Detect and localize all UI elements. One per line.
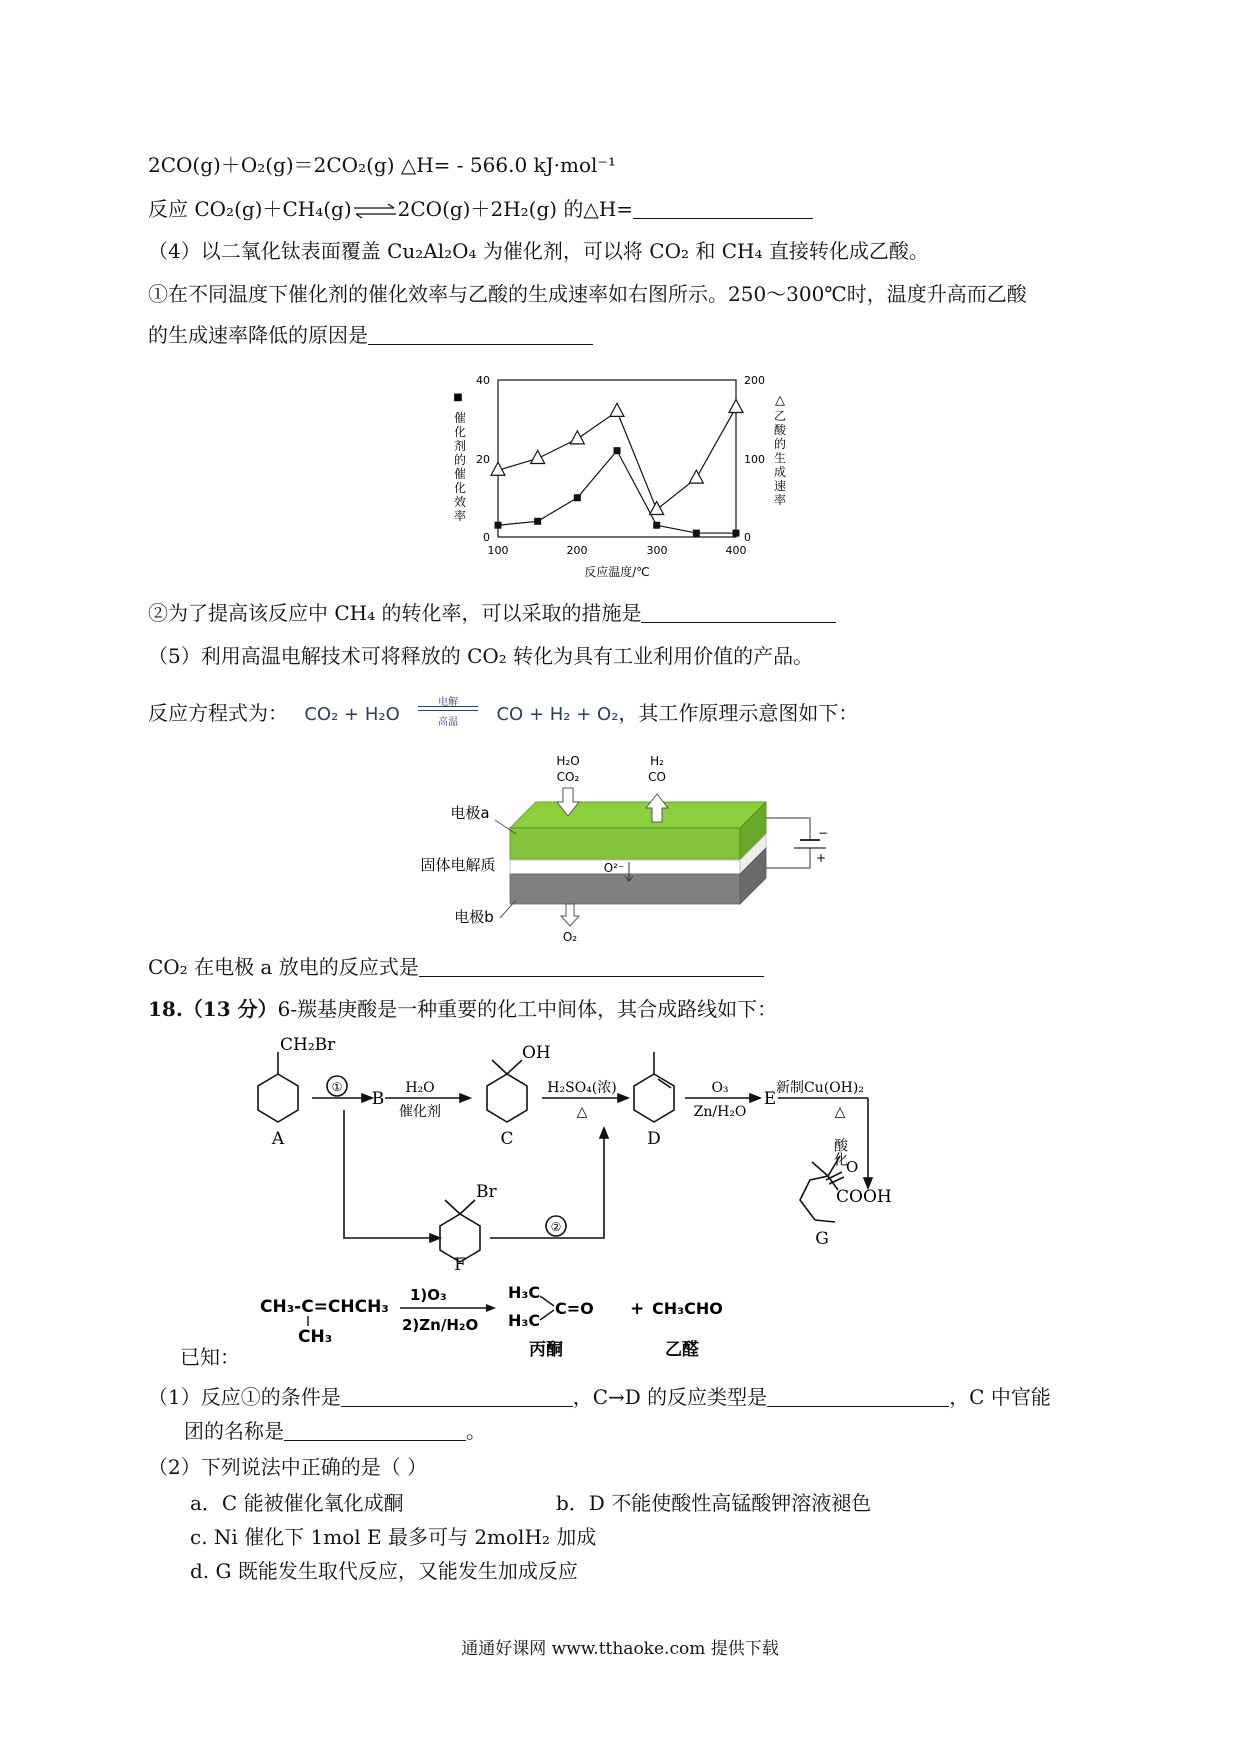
- q18-p1d: 团的名称是: [184, 1419, 284, 1443]
- arrow-b-f: [344, 1110, 430, 1238]
- part4-intro: （4）以二氧化钛表面覆盖 Cu₂Al₂O₄ 为催化剂，可以将 CO₂ 和 CH₄ 直接转化成乙酸。: [148, 239, 929, 263]
- q18-title: [148, 996, 777, 1022]
- answer-blank-step1-condition[interactable]: [341, 1386, 573, 1407]
- known-reactant: CH₃-C=CHCH₃: [260, 1297, 389, 1317]
- ion-o2-minus: O²⁻: [603, 861, 625, 875]
- efficiency-point: [653, 522, 660, 529]
- label-a: A: [271, 1129, 285, 1149]
- arrow-cond-bottom: 高温: [438, 717, 459, 728]
- y-right-axis-label: [774, 409, 787, 507]
- q18-p1e: 。: [466, 1419, 486, 1443]
- q18-part1-line2: [184, 1418, 486, 1444]
- cd-cond-top: H₂SO₄(浓): [547, 1080, 617, 1096]
- known-bond-bottom: [540, 1310, 554, 1320]
- rate-point: [650, 502, 664, 515]
- rate-point: [729, 399, 743, 412]
- efficiency-point: [495, 522, 502, 529]
- label-e: E: [763, 1089, 777, 1109]
- efficiency-point: [733, 530, 740, 537]
- q18-part1-line1: [148, 1384, 1051, 1410]
- electrode-a-front-face: [510, 828, 740, 860]
- bond-c-oh: [507, 1060, 522, 1074]
- bond-f-br: [460, 1200, 475, 1214]
- y-left-tick-40: 40: [476, 374, 490, 387]
- bond-c-methyl: [492, 1060, 507, 1074]
- known-branch: CH₃: [298, 1327, 333, 1347]
- electrode-b-front-face: [510, 874, 740, 904]
- part5-q-text: CO₂ 在电极 a 放电的反应式是: [148, 955, 419, 979]
- inlet-co2: CO₂: [556, 770, 580, 784]
- outlet-h2: H₂: [650, 754, 664, 768]
- wire-negative: [766, 818, 810, 840]
- answer-blank-ch4-measure[interactable]: [641, 602, 836, 623]
- known-cond1: 1)O₃: [410, 1286, 447, 1304]
- chain-g-end: [815, 1220, 835, 1222]
- q18-p1a: （1）反应①的条件是: [148, 1385, 341, 1409]
- de-cond-top: O₃: [711, 1080, 729, 1096]
- rate-point: [531, 451, 545, 464]
- label-electrolyte: 固体电解质: [420, 856, 496, 874]
- c-oh: OH: [522, 1043, 551, 1063]
- axis-label-char: 乙: [773, 409, 787, 423]
- page-footer: 通通好课网 www.tthaoke.com 提供下载: [461, 1639, 779, 1659]
- synthesis-scheme: [220, 1030, 1020, 1270]
- part4-q1-text: 的生成速率降低的原因是: [148, 323, 368, 347]
- right-marker-glyph: △: [775, 393, 785, 408]
- q18-part2-stem: （2）下列说法中正确的是（ ）: [148, 1455, 428, 1479]
- answer-blank-rate-reason[interactable]: [368, 324, 593, 345]
- known-label: 已知：: [180, 1345, 240, 1369]
- y-left-legend-marker: [453, 392, 462, 403]
- name-acetaldehyde: 乙醛: [665, 1340, 699, 1360]
- x-tick-100: 100: [487, 544, 509, 557]
- known-cond2: 2)Zn/H₂O: [402, 1316, 479, 1334]
- product-o2: O₂: [562, 930, 578, 944]
- axis-label-char: 化: [453, 425, 467, 439]
- arrow-b-c-head: [460, 1094, 470, 1102]
- arrow-a-b-head: [362, 1094, 372, 1102]
- a-ch2br: CH₂Br: [280, 1035, 336, 1055]
- equation-co-o2: 2CO(g)＋O₂(g)＝2CO₂(g) △H= - 566.0 kJ·mol⁻¹: [148, 153, 616, 177]
- x-tick-400: 400: [725, 544, 747, 557]
- known-bond-top: [540, 1296, 554, 1306]
- terminal-plus: +: [816, 851, 827, 865]
- efficiency-point: [574, 494, 581, 501]
- y-right-tick-0: 0: [744, 531, 751, 544]
- known-carbonyl: C=O: [555, 1299, 594, 1318]
- y-left-tick-0: 0: [483, 531, 490, 544]
- y-left-tick-20: 20: [476, 453, 490, 466]
- axis-label-char: 率: [453, 509, 467, 523]
- x-axis-label: 反应温度/℃: [584, 565, 650, 579]
- y-left-axis-label: [454, 410, 466, 523]
- option-a[interactable]: a．C 能被催化氧化成酮: [190, 1491, 404, 1515]
- axis-label-char: 率: [773, 493, 787, 507]
- rate-point: [689, 470, 703, 483]
- arrow-c-d-head: [618, 1094, 628, 1102]
- terminal-minus: −: [818, 826, 829, 840]
- part5-eq-rhs: CO + H₂ + O₂: [496, 704, 619, 725]
- reaction-enthalpy-question: [148, 196, 813, 222]
- f-br: Br: [476, 1182, 497, 1202]
- x-tick-300: 300: [646, 544, 668, 557]
- label-f: F: [454, 1255, 466, 1270]
- y-right-legend-marker: [775, 393, 785, 408]
- bond-f-methyl: [445, 1200, 460, 1214]
- cd-cond-bottom: △: [576, 1104, 588, 1120]
- axis-label-char: 生: [773, 451, 787, 465]
- efficiency-point: [614, 447, 621, 454]
- leader-electrode-b: [500, 900, 516, 918]
- answer-blank-functional-group[interactable]: [284, 1420, 466, 1441]
- axis-label-char: 酸: [773, 423, 787, 437]
- arrow-d-e-head: [750, 1094, 760, 1102]
- known-h3c-top: H₃C: [508, 1283, 541, 1302]
- wire-positive: [766, 848, 810, 868]
- efficiency-point: [693, 530, 700, 537]
- label-g: G: [815, 1229, 829, 1249]
- electrolysis-diagram: [400, 738, 860, 948]
- inlet-h2o: H₂O: [556, 754, 580, 768]
- part5-eq-lhs: CO₂ + H₂O: [304, 704, 400, 725]
- known-reaction: [250, 1280, 850, 1370]
- eg-cond-top: 新制Cu(OH)₂: [776, 1080, 864, 1096]
- label-c: C: [500, 1129, 514, 1149]
- known-arrow-head: [486, 1304, 496, 1312]
- electrolyte-layer: [510, 860, 740, 874]
- known-plus: +: [630, 1299, 645, 1319]
- name-acetone: 丙酮: [529, 1340, 563, 1360]
- part5-equation-line: [148, 696, 858, 728]
- outlet-co: CO: [648, 770, 666, 784]
- arrow-cond-top: 电解: [438, 697, 459, 708]
- answer-blank-enthalpy[interactable]: [633, 198, 813, 219]
- axis-label-char: 速: [773, 479, 787, 493]
- y-right-tick-100: 100: [744, 453, 765, 466]
- q18-number: 18.（13 分）: [148, 997, 278, 1021]
- reaction-rhs: 2CO(g)＋2H₂(g) 的△H=: [397, 197, 634, 221]
- part5-question: [148, 954, 764, 980]
- q18-title-text: 6-羰基庚酸是一种重要的化工中间体，其合成路线如下：: [277, 997, 778, 1021]
- catalyst-chart: [440, 370, 800, 585]
- option-d[interactable]: d. G 既能发生取代反应，又能发生加成反应: [190, 1559, 578, 1583]
- left-marker-glyph: ■: [453, 392, 463, 403]
- axis-label-char: 剂: [453, 439, 467, 453]
- equilibrium-arrow-icon: [352, 203, 398, 219]
- x-tick-200: 200: [566, 544, 588, 557]
- answer-blank-reaction-type[interactable]: [767, 1386, 949, 1407]
- part5-intro: （5）利用高温电解技术可将释放的 CO₂ 转化为具有工业利用价值的产品。: [148, 644, 814, 668]
- label-electrode-a: 电极a: [450, 804, 490, 822]
- part4-q2-text: ②为了提高该反应中 CH₄ 的转化率，可以采取的措施是: [148, 601, 642, 625]
- de-cond-bottom: Zn/H₂O: [693, 1104, 747, 1120]
- acidify-label: 酸化: [832, 1138, 848, 1166]
- q18-p1c: ，C 中官能: [949, 1385, 1051, 1409]
- q18-p1b: ，C→D 的反应类型是: [572, 1385, 768, 1409]
- axis-label-char: 化: [453, 481, 467, 495]
- known-acetaldehyde: CH₃CHO: [652, 1299, 723, 1318]
- axis-label-char: 的: [453, 453, 467, 467]
- axis-label-char: 的: [773, 437, 787, 451]
- eg-cond-bottom: △: [834, 1104, 846, 1120]
- label-b: B: [371, 1089, 385, 1109]
- option-b[interactable]: b．D 不能使酸性高锰酸钾溶液褪色: [556, 1491, 872, 1515]
- answer-blank-electrode-a[interactable]: [419, 956, 764, 977]
- label-d: D: [647, 1129, 661, 1149]
- o2-arrow-icon: [561, 904, 579, 926]
- g-cooh: COOH: [836, 1187, 892, 1207]
- axis-label-char: 催: [453, 467, 467, 481]
- axis-label-char: 效: [453, 495, 467, 509]
- bc-cond-bottom: 催化剂: [399, 1104, 441, 1120]
- step2-label: ②: [550, 1220, 562, 1234]
- rate-point: [610, 403, 624, 416]
- efficiency-point: [534, 518, 541, 525]
- arrow-b-f-head: [430, 1234, 440, 1242]
- axis-label-char: 催: [453, 411, 467, 425]
- known-h3c-bottom: H₃C: [508, 1311, 541, 1330]
- rate-point: [570, 431, 584, 444]
- part5-eq-suffix: ，其工作原理示意图如下：: [618, 701, 859, 725]
- part5-eq-prefix: 反应方程式为：: [148, 701, 288, 725]
- double-bar-top: [418, 706, 478, 707]
- reaction-lhs: 反应 CO₂(g)＋CH₄(g): [148, 197, 352, 221]
- bc-cond-top: H₂O: [405, 1080, 435, 1096]
- ring-c: [487, 1074, 527, 1122]
- label-electrode-b: 电极b: [454, 908, 494, 926]
- option-c[interactable]: c. Ni 催化下 1mol E 最多可与 2molH₂ 加成: [190, 1525, 597, 1549]
- y-right-tick-200: 200: [744, 374, 765, 387]
- arrow-f-d-head: [600, 1128, 608, 1138]
- g-methyl: [812, 1162, 828, 1176]
- part4-q1-line1: ①在不同温度下催化剂的催化效率与乙酸的生成速率如右图所示。250～300℃时，温度升高而乙酸: [148, 282, 1027, 306]
- axis-label-char: 成: [773, 465, 787, 479]
- electrolysis-arrow: [416, 696, 480, 728]
- part4-q1-line2: [148, 322, 593, 348]
- electrode-a-top-face: [510, 802, 766, 828]
- step1-label: ①: [331, 1080, 343, 1094]
- ring-d: [634, 1074, 674, 1122]
- part4-q2: [148, 600, 836, 626]
- ring-a: [258, 1074, 298, 1122]
- g-oxygen: O: [846, 1158, 859, 1176]
